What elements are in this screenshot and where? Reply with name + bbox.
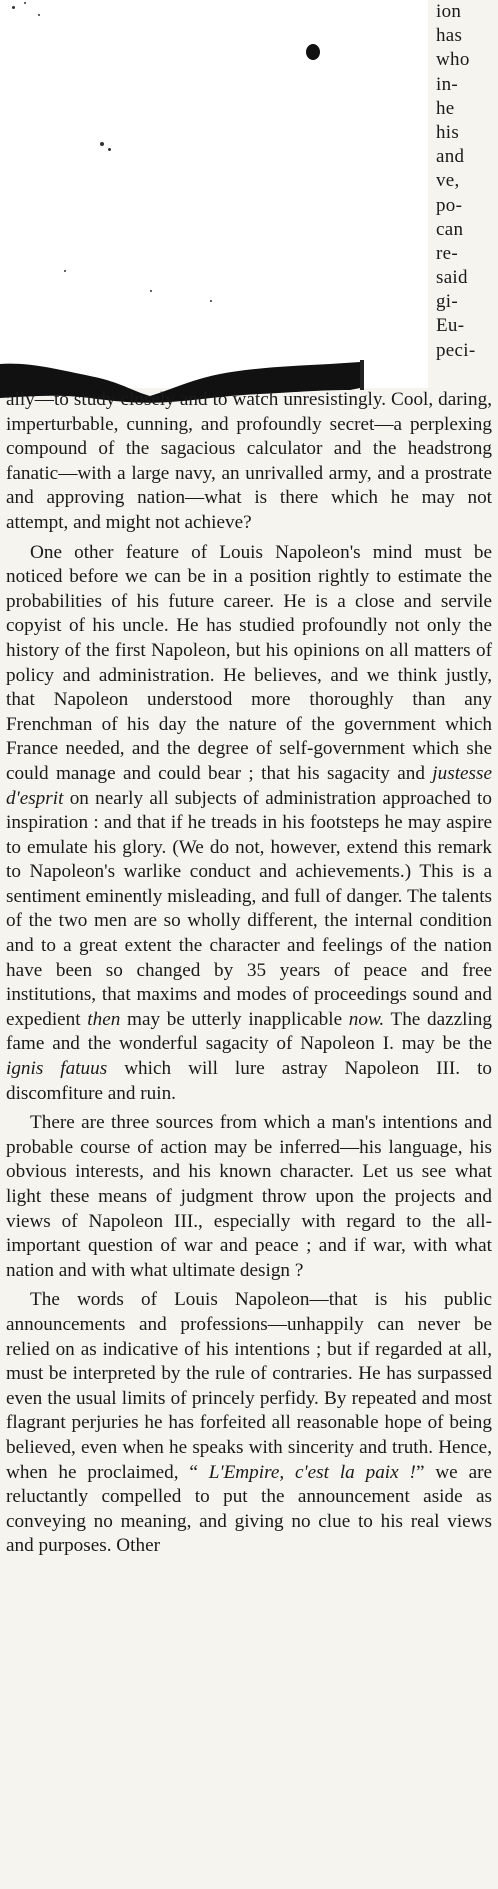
text-fragment: ion (436, 1, 462, 22)
ink-speck (38, 14, 40, 16)
paragraph (6, 1288, 492, 1559)
text-run: One other feature of Louis Napoleon's mind must be noticed before we can be in a position rightly to estimate the probabilities of his future career. He is a close and servile copyist of his uncle. He has studied profoundly not only the history of the first Napoleon, but his opinions on all matters of policy and administration. He believes, and we think justly, that Napoleon understood more thoroughly than any Frenchman of his day the nature of the government which France needed, and the degree of self-government which she could manage and could bear ; that his sagacity and (6, 541, 492, 784)
text-fragment: his (436, 121, 460, 143)
right-column-fragments (436, 0, 498, 390)
text-fragment: Eu- (436, 315, 465, 337)
text-fragment: re- (436, 242, 458, 264)
text-fragment: has (436, 25, 463, 47)
ink-speck (24, 2, 26, 4)
text-fragment: in- (436, 73, 459, 95)
ink-speck (210, 300, 212, 302)
paragraph (6, 388, 492, 536)
ink-speck (100, 142, 104, 146)
paragraph (6, 1111, 492, 1283)
text-fragment: he (436, 97, 455, 119)
text-run: which will lure astray Napoleon III. to discomfiture and ruin. (6, 1058, 492, 1104)
italic-text: justesse d'esprit (6, 762, 492, 809)
text-fragment: po- (436, 194, 463, 216)
text-run: There are three sources from which a man's intentions and probable course of action may be inferred—his language, his obvious interests, and his known character. Let us see what light these means of judgment throw upon the projects and views of Napoleon III., especially with regard to the all-important question of war and peace ; and if war, with what nation and with what ultimate design ? (6, 1112, 492, 1281)
blank-image-area (0, 0, 428, 388)
text-fragment: and (436, 146, 465, 168)
text-fragment: ve, (436, 170, 460, 192)
article-body (6, 388, 492, 1564)
text-run: The dazzling fame and the wonderful sagacity of Napoleon I. may be the (6, 1008, 492, 1055)
paragraph (6, 541, 492, 1107)
text-run: ” we are reluctantly compelled to put the announcement aside as conveying no meaning, and giving no clue to his real views and purposes. Other (6, 1461, 492, 1557)
italic-text: L'Empire, c'est la paix ! (208, 1461, 416, 1483)
ink-speck (64, 270, 66, 272)
ink-speck (12, 6, 15, 9)
text-run: The words of Louis Napoleon—that is his public announcements and professions—unhappily can never be relied on as indicative of his intentions ; but if regarded at all, must be interpreted by the rule of contraries. He has surpassed even the usual limits of princely perfidy. By repeated and most flagrant perjuries he has forfeited all reasonable hope of being believed, even when he speaks with sincerity and truth. Hence, when he proclaimed, “ (6, 1289, 492, 1483)
text-fragment: gi- (436, 291, 459, 313)
ink-speck (150, 290, 152, 292)
text-fragment: said (436, 267, 468, 289)
text-fragment: peci- (436, 339, 476, 361)
text-run: may be utterly inapplicable (120, 1008, 349, 1030)
ink-blot (306, 44, 320, 60)
ink-speck (108, 148, 111, 151)
italic-text: now. (348, 1008, 385, 1030)
italic-text: ignis fatuus (6, 1058, 108, 1080)
text-fragment: who (436, 49, 470, 71)
text-run: ally—to study closely and to watch unresistingly. Cool, daring, imperturbable, cunning, and profoundly secret—a perplexing compound of the sagacious calculator and the headstrong fanatic—with a large navy, an unrivalled army, and a prostrate and approving nation—what is there which he may not attempt, and might not achieve? (6, 389, 492, 533)
italic-text: then (87, 1008, 121, 1030)
text-fragment: can (436, 218, 464, 240)
text-run: on nearly all subjects of administration approached to inspiration : and that if he treads in his footsteps he may aspire to emulate his glory. (We do not, however, extend this remark to Napoleon's warlike conduct and achievements.) This is a sentiment eminently misleading, and full of danger. The talents of the two men are so wholly different, the internal condition and to a great extent the character and feelings of the nation have been so changed by 35 years of peace and free institutions, that maxims and modes of proceedings sound and expedient (6, 787, 492, 1030)
